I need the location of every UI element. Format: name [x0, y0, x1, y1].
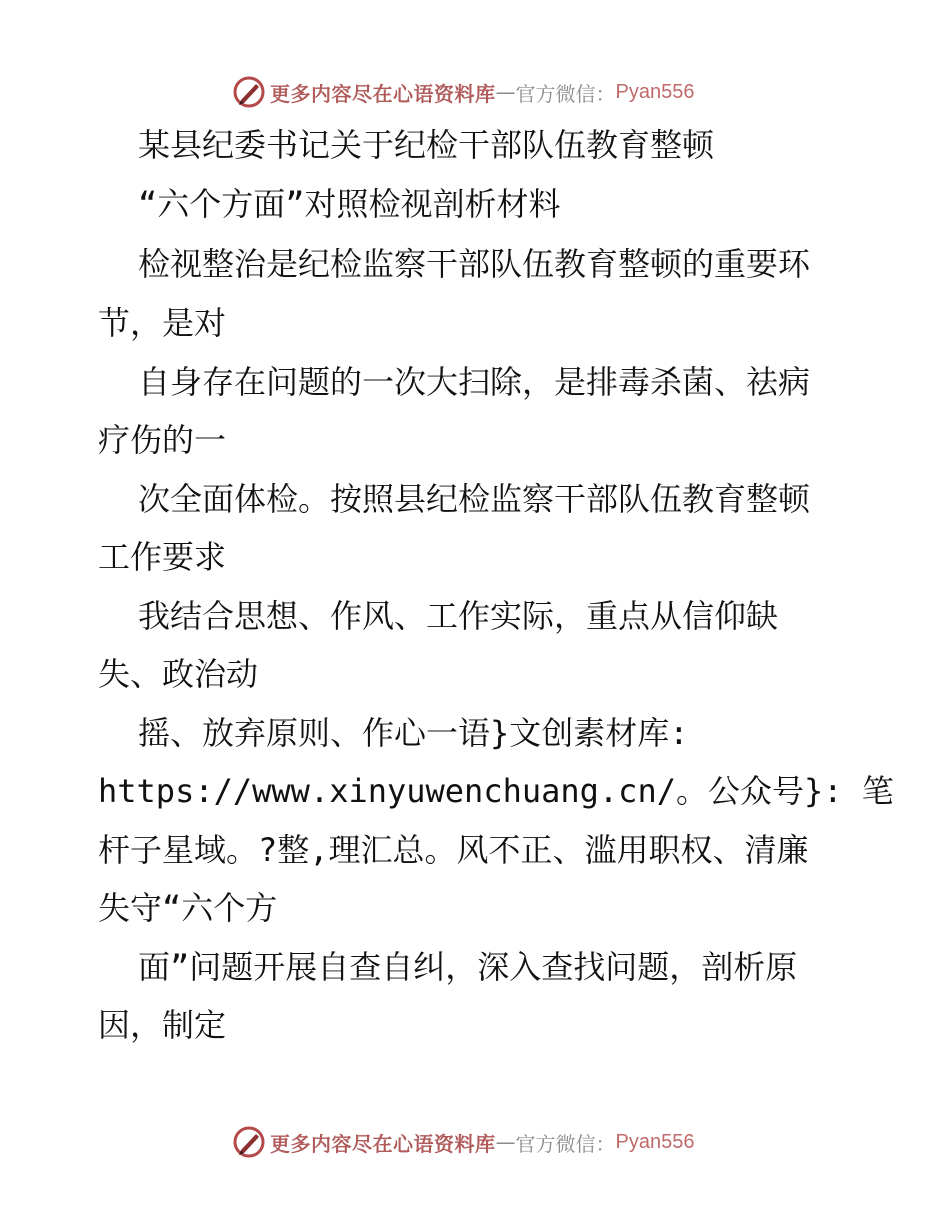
banner-wechat-id: Pyan556	[615, 80, 695, 103]
pen-logo-icon	[232, 1125, 266, 1159]
body-line: 失守“六个方	[98, 889, 278, 927]
body-line: 疗伤的一	[98, 421, 227, 459]
banner-wechat-label: 官方微信：	[515, 1131, 616, 1156]
body-line: 失、政治动	[98, 655, 259, 693]
footer-banner	[232, 1122, 694, 1162]
doc-title-line-2: “六个方面”对照检视剖析材料	[138, 185, 561, 223]
doc-title-line-1: 某县纪委书记关于纪检干部队伍教育整顿	[138, 126, 715, 164]
body-line: 面”问题开展自查自纠，深入查找问题，剖析原	[138, 948, 798, 986]
body-line: 节，是对	[98, 304, 227, 342]
body-line: 次全面体检。按照县纪检监察干部队伍教育整顿	[138, 480, 811, 518]
banner-dash: —	[495, 80, 516, 104]
banner-dash: —	[495, 1130, 516, 1154]
body-line: 自身存在问题的一次大扫除，是排毒杀菌、祛病	[138, 363, 811, 401]
body-line: 因，制定	[98, 1006, 227, 1044]
body-line: 检视整治是纪检监察干部队伍教育整顿的重要环	[138, 245, 811, 283]
pen-logo-icon	[232, 75, 266, 109]
body-line: 我结合思想、作风、工作实际，重点从信仰缺	[138, 597, 779, 635]
header-banner	[232, 72, 694, 112]
banner-wechat-label: 官方微信：	[515, 81, 616, 106]
body-line: 杆子星域。?整,理汇总。风不正、滥用职权、清廉	[98, 831, 809, 869]
banner-title: 更多内容尽在心语资料库	[270, 1131, 496, 1156]
banner-title: 更多内容尽在心语资料库	[270, 81, 496, 106]
body-line-url: https://www.xinyuwenchuang.cn/。公众号}: 笔	[98, 772, 894, 810]
banner-wechat-id: Pyan556	[615, 1130, 695, 1153]
body-line: 摇、放弃原则、作心一语}文创素材库:	[138, 714, 689, 752]
body-line: 工作要求	[98, 538, 227, 576]
